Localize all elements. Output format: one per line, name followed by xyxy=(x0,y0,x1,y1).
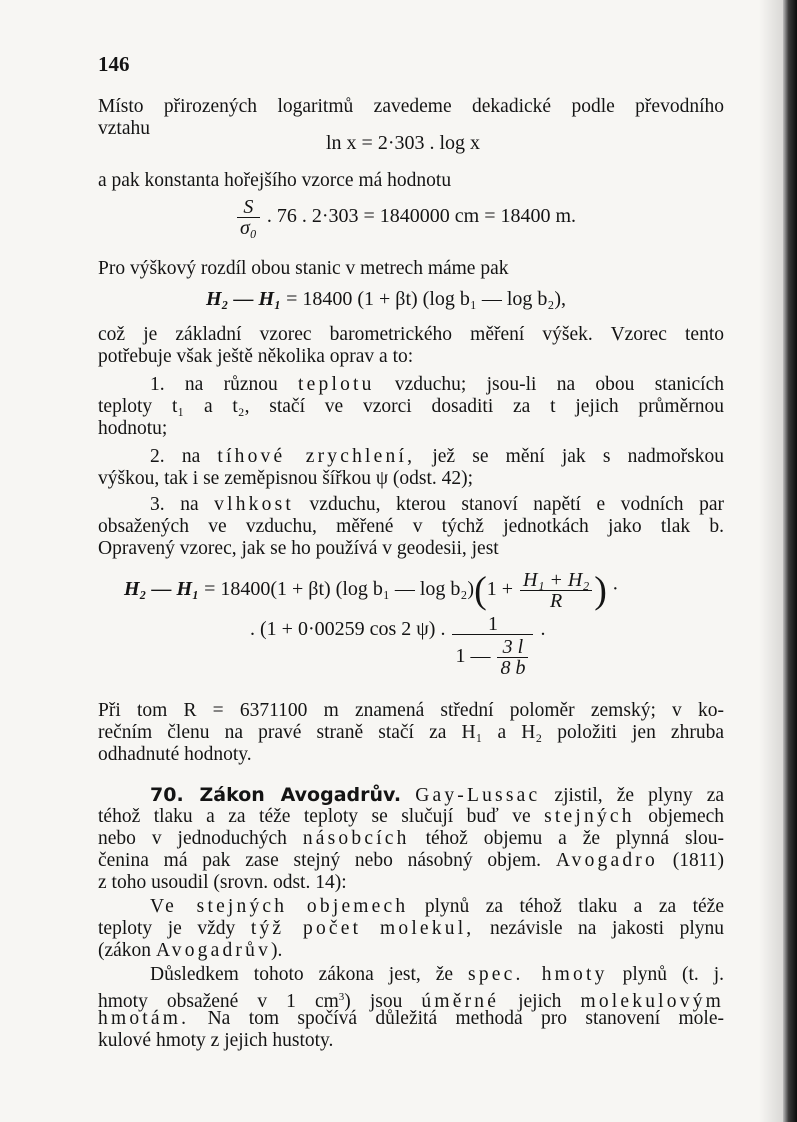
text-line: odhadnuté hodnoty. xyxy=(98,744,252,765)
inner-fraction: $\frac{3 l}{8 b}$ xyxy=(497,637,528,678)
page-gutter-shadow xyxy=(759,0,783,1122)
formula-main: = 18400(1 + βt) (log b₁ — log b₂) xyxy=(204,578,475,601)
list-item-2: 2. na tíhové zrychlení, jež se mění jak s nadmořskou xyxy=(150,446,725,467)
text-line: Opravený vzorec, jak se ho používá v geodesii, jest xyxy=(98,538,499,559)
formula-ln-log: ln x = 2·303 . log x xyxy=(326,132,481,154)
formula-lead: . (1 + 0·00259 cos 2 ψ) . xyxy=(250,618,446,640)
page-edge xyxy=(783,0,797,1122)
text-line: hmotám. Na tom spočívá důležitá methoda pro stanovení mole- xyxy=(98,1008,724,1029)
text-line: potřebuje však ještě několika oprav a to: xyxy=(98,346,414,367)
spaced-emphasis: vlhkost xyxy=(214,494,294,515)
text-line: čenina má pak zase stejný nebo násobný objem. Avogadro (1811) xyxy=(98,850,725,871)
fraction xyxy=(520,570,592,611)
fraction-denominator: 1 — $\frac{3 l}{8 b}$ xyxy=(452,635,533,678)
text-line: vztahu xyxy=(98,118,150,139)
formula-constant xyxy=(98,197,576,238)
text-line: výškou, tak i se zeměpisnou šířkou ψ (odst. 42); xyxy=(98,468,474,489)
section-first-line: 70. Zákon Avogadrův. Gay-Lussac zjistil, že plyny za xyxy=(150,784,725,806)
fraction xyxy=(452,614,533,678)
formula-rhs: = 18400 (1 + βt) (log b₁ — log b₂), xyxy=(286,288,567,310)
text-line: téhož tlaku a za téže teploty se slučují buď ve stejných objemech xyxy=(98,806,725,827)
text-line: hodnotu; xyxy=(98,418,168,439)
text-line: obsažených ve vzduchu, měřené v týchž jednotkách jako tlak b. xyxy=(98,516,724,537)
formula-lhs: H₂ — H₁ xyxy=(206,288,282,310)
formula-rest: . 76 . 2·303 = 1840000 cm = 18400 m. xyxy=(266,205,577,228)
formula-lhs: H₂ — H₁ xyxy=(124,578,200,601)
consequence-paragraph: Důsledkem tohoto zákona jest, že spec. hmoty plynů (t. j. xyxy=(150,964,725,985)
fraction-numerator: 1 xyxy=(452,614,533,635)
fraction-numerator: S xyxy=(237,197,260,218)
text-line: teploty t₁ a t₂, stačí ve vzorci dosaditi za t jejich průměrnou xyxy=(98,396,724,417)
formula-barometric-corrected: H₂ — H₁ = 18400(1 + βt) (log b₁ — log b₂)(1 + $\frac{\text{H₁ + H₂}}{R}$ ) · xyxy=(124,569,619,612)
text-line: Pro výškový rozdíl obou stanic v metrech máme pak xyxy=(98,258,509,279)
fraction-denominator: R xyxy=(550,590,563,612)
fraction xyxy=(237,197,260,238)
formula-gravity-humidity-correction: . (1 + 0·00259 cos 2 ψ) . 1 1 — $\frac{3 l}{8 b}$ . xyxy=(250,613,546,679)
spaced-emphasis: tíhové zrychlení, xyxy=(217,446,416,467)
fraction-numerator: H₁ + H₂ xyxy=(520,570,592,591)
text-line: nebo v jednoduchých násobcích téhož objemu a že plynná slou- xyxy=(98,828,724,849)
text-line: (zákon Avogadrův). xyxy=(98,940,283,961)
text-line: teploty je vždy týž počet molekul, nezávisle na jakosti plynu xyxy=(98,918,724,939)
text-line: což je základní vzorec barometrického měření výšek. Vzorec tento xyxy=(98,324,724,345)
text-line: kulové hmoty z jejich hustoty. xyxy=(98,1030,334,1051)
law-statement: Ve stejných objemech plynů za téhož tlaku a za téže xyxy=(150,896,724,917)
text-line: a pak konstanta hořejšího vzorce má hodnotu xyxy=(98,170,452,191)
text-line: hmoty obsažené v 1 $cm^3$) jsou úměrné jejich molekulovým xyxy=(98,991,725,1012)
spaced-emphasis: teplotu xyxy=(298,374,375,395)
fraction-denominator: σ₀ xyxy=(240,217,257,239)
text-line: rečním členu na pravé straně stačí za H₁ a H₂ položiti jen zhruba xyxy=(98,722,724,743)
section-heading: 70. Zákon Avogadrův. xyxy=(150,784,402,806)
text-line: z toho usoudil (srovn. odst. 14): xyxy=(98,872,347,893)
list-item-3: 3. na vlhkost vzduchu, kterou stanoví napětí e vodních par xyxy=(150,494,725,515)
formula-barometric-basic xyxy=(206,288,566,310)
page-number: 146 xyxy=(98,52,130,76)
text-line: Místo přirozených logaritmů zavedeme dekadické podle převodního xyxy=(98,96,724,117)
text-line: Při tom R = 6371100 m znamená střední poloměr zemský; v ko- xyxy=(98,700,724,721)
list-item-1: 1. na různou teplotu vzduchu; jsou-li na obou stanicích xyxy=(150,374,725,395)
